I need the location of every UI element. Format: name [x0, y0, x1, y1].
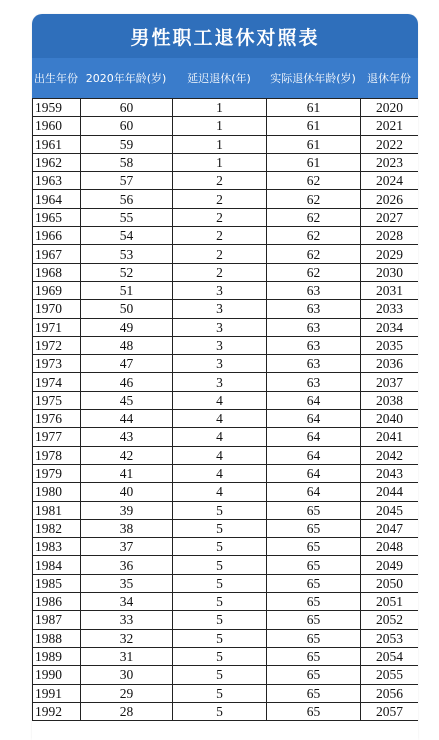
cell-retire-year: 2047	[361, 519, 419, 537]
cell-retire-year: 2024	[361, 172, 419, 190]
cell-actual-retire-age: 61	[267, 117, 361, 135]
cell-age-2020: 51	[81, 281, 173, 299]
cell-delay-years: 5	[173, 611, 267, 629]
cell-birth-year: 1962	[33, 153, 81, 171]
cell-birth-year: 1977	[33, 428, 81, 446]
cell-birth-year: 1960	[33, 117, 81, 135]
cell-delay-years: 4	[173, 446, 267, 464]
cell-delay-years: 3	[173, 373, 267, 391]
cell-delay-years: 1	[173, 153, 267, 171]
table-row	[33, 483, 419, 501]
cell-age-2020: 43	[81, 428, 173, 446]
table-row	[33, 666, 419, 684]
cell-birth-year: 1961	[33, 135, 81, 153]
cell-actual-retire-age: 65	[267, 519, 361, 537]
cell-birth-year: 1978	[33, 446, 81, 464]
cell-retire-year: 2051	[361, 593, 419, 611]
cell-age-2020: 32	[81, 629, 173, 647]
cell-birth-year: 1970	[33, 300, 81, 318]
cell-delay-years: 5	[173, 519, 267, 537]
cell-age-2020: 29	[81, 684, 173, 702]
cell-delay-years: 2	[173, 245, 267, 263]
cell-actual-retire-age: 62	[267, 227, 361, 245]
cell-delay-years: 5	[173, 501, 267, 519]
cell-birth-year: 1971	[33, 318, 81, 336]
cell-delay-years: 5	[173, 593, 267, 611]
cell-retire-year: 2037	[361, 373, 419, 391]
cell-birth-year: 1981	[33, 501, 81, 519]
cell-actual-retire-age: 62	[267, 208, 361, 226]
cell-actual-retire-age: 65	[267, 593, 361, 611]
cell-actual-retire-age: 65	[267, 684, 361, 702]
cell-delay-years: 5	[173, 574, 267, 592]
cell-retire-year: 2026	[361, 190, 419, 208]
table-row	[33, 135, 419, 153]
header-actual-retire-age: 实际退休年龄(岁)	[270, 72, 356, 85]
cell-actual-retire-age: 63	[267, 355, 361, 373]
cell-delay-years: 4	[173, 410, 267, 428]
table-header	[32, 58, 418, 98]
cell-age-2020: 44	[81, 410, 173, 428]
cell-delay-years: 3	[173, 355, 267, 373]
cell-age-2020: 59	[81, 135, 173, 153]
table-row	[33, 263, 419, 281]
table-row	[33, 227, 419, 245]
table-row	[33, 519, 419, 537]
cell-delay-years: 3	[173, 281, 267, 299]
table-row	[33, 153, 419, 171]
cell-birth-year: 1990	[33, 666, 81, 684]
cell-actual-retire-age: 65	[267, 556, 361, 574]
cell-birth-year: 1979	[33, 464, 81, 482]
table-row	[33, 428, 419, 446]
cell-delay-years: 5	[173, 684, 267, 702]
cell-age-2020: 47	[81, 355, 173, 373]
cell-actual-retire-age: 65	[267, 702, 361, 720]
cell-retire-year: 2044	[361, 483, 419, 501]
cell-age-2020: 49	[81, 318, 173, 336]
table-row	[33, 410, 419, 428]
cell-age-2020: 36	[81, 556, 173, 574]
cell-age-2020: 54	[81, 227, 173, 245]
cell-retire-year: 2021	[361, 117, 419, 135]
table-row	[33, 355, 419, 373]
table-row	[33, 208, 419, 226]
table-row	[33, 318, 419, 336]
cell-retire-year: 2052	[361, 611, 419, 629]
cell-actual-retire-age: 63	[267, 300, 361, 318]
cell-retire-year: 2045	[361, 501, 419, 519]
cell-retire-year: 2053	[361, 629, 419, 647]
cell-actual-retire-age: 64	[267, 391, 361, 409]
cell-actual-retire-age: 65	[267, 501, 361, 519]
cell-retire-year: 2049	[361, 556, 419, 574]
cell-retire-year: 2031	[361, 281, 419, 299]
cell-retire-year: 2056	[361, 684, 419, 702]
cell-actual-retire-age: 64	[267, 410, 361, 428]
table-row	[33, 574, 419, 592]
cell-actual-retire-age: 64	[267, 446, 361, 464]
cell-delay-years: 5	[173, 538, 267, 556]
cell-birth-year: 1987	[33, 611, 81, 629]
cell-actual-retire-age: 65	[267, 538, 361, 556]
cell-birth-year: 1966	[33, 227, 81, 245]
cell-age-2020: 57	[81, 172, 173, 190]
cell-actual-retire-age: 65	[267, 629, 361, 647]
cell-retire-year: 2028	[361, 227, 419, 245]
cell-birth-year: 1985	[33, 574, 81, 592]
cell-actual-retire-age: 63	[267, 318, 361, 336]
table-row	[33, 593, 419, 611]
cell-age-2020: 48	[81, 336, 173, 354]
table-row	[33, 629, 419, 647]
cell-age-2020: 56	[81, 190, 173, 208]
cell-actual-retire-age: 64	[267, 483, 361, 501]
table-row	[33, 336, 419, 354]
retirement-table	[32, 98, 418, 721]
cell-actual-retire-age: 65	[267, 647, 361, 665]
cell-retire-year: 2020	[361, 99, 419, 117]
table-row	[33, 538, 419, 556]
table-row	[33, 245, 419, 263]
cell-retire-year: 2042	[361, 446, 419, 464]
cell-retire-year: 2040	[361, 410, 419, 428]
cell-birth-year: 1959	[33, 99, 81, 117]
cell-actual-retire-age: 63	[267, 373, 361, 391]
cell-delay-years: 2	[173, 208, 267, 226]
table-row	[33, 373, 419, 391]
cell-actual-retire-age: 63	[267, 336, 361, 354]
cell-delay-years: 4	[173, 464, 267, 482]
cell-birth-year: 1974	[33, 373, 81, 391]
cell-retire-year: 2030	[361, 263, 419, 281]
header-age-2020: 2020年年龄(岁)	[85, 72, 167, 85]
cell-actual-retire-age: 61	[267, 135, 361, 153]
table-row	[33, 117, 419, 135]
cell-birth-year: 1968	[33, 263, 81, 281]
cell-age-2020: 31	[81, 647, 173, 665]
cell-retire-year: 2054	[361, 647, 419, 665]
cell-birth-year: 1988	[33, 629, 81, 647]
cell-birth-year: 1973	[33, 355, 81, 373]
cell-age-2020: 39	[81, 501, 173, 519]
cell-age-2020: 40	[81, 483, 173, 501]
cell-age-2020: 45	[81, 391, 173, 409]
table-row	[33, 446, 419, 464]
cell-birth-year: 1972	[33, 336, 81, 354]
cell-actual-retire-age: 62	[267, 190, 361, 208]
table-row	[33, 647, 419, 665]
table-title: 男性职工退休对照表	[32, 14, 418, 58]
cell-delay-years: 4	[173, 391, 267, 409]
cell-delay-years: 5	[173, 629, 267, 647]
cell-delay-years: 5	[173, 556, 267, 574]
cell-retire-year: 2033	[361, 300, 419, 318]
cell-age-2020: 60	[81, 117, 173, 135]
table-row	[33, 99, 419, 117]
cell-birth-year: 1975	[33, 391, 81, 409]
cell-delay-years: 5	[173, 702, 267, 720]
cell-birth-year: 1963	[33, 172, 81, 190]
cell-retire-year: 2041	[361, 428, 419, 446]
cell-birth-year: 1969	[33, 281, 81, 299]
cell-delay-years: 5	[173, 666, 267, 684]
cell-retire-year: 2038	[361, 391, 419, 409]
cell-retire-year: 2035	[361, 336, 419, 354]
cell-birth-year: 1984	[33, 556, 81, 574]
cell-retire-year: 2023	[361, 153, 419, 171]
header-birth-year: 出生年份	[34, 72, 78, 85]
cell-age-2020: 55	[81, 208, 173, 226]
cell-retire-year: 2027	[361, 208, 419, 226]
cell-retire-year: 2057	[361, 702, 419, 720]
table-row	[33, 464, 419, 482]
cell-birth-year: 1983	[33, 538, 81, 556]
cell-birth-year: 1964	[33, 190, 81, 208]
table-row	[33, 391, 419, 409]
cell-age-2020: 28	[81, 702, 173, 720]
cell-birth-year: 1967	[33, 245, 81, 263]
cell-retire-year: 2022	[361, 135, 419, 153]
cell-actual-retire-age: 64	[267, 464, 361, 482]
cell-age-2020: 60	[81, 99, 173, 117]
cell-retire-year: 2034	[361, 318, 419, 336]
table-row	[33, 702, 419, 720]
cell-delay-years: 2	[173, 172, 267, 190]
cell-actual-retire-age: 65	[267, 611, 361, 629]
cell-birth-year: 1992	[33, 702, 81, 720]
cell-retire-year: 2050	[361, 574, 419, 592]
cell-retire-year: 2055	[361, 666, 419, 684]
cell-retire-year: 2043	[361, 464, 419, 482]
cell-delay-years: 4	[173, 483, 267, 501]
cell-actual-retire-age: 61	[267, 99, 361, 117]
header-retire-year: 退休年份	[367, 72, 411, 85]
table-row	[33, 501, 419, 519]
header-delay-years: 延迟退休(年)	[187, 72, 251, 85]
cell-age-2020: 52	[81, 263, 173, 281]
cell-age-2020: 35	[81, 574, 173, 592]
table-row	[33, 172, 419, 190]
cell-delay-years: 1	[173, 99, 267, 117]
cell-actual-retire-age: 65	[267, 666, 361, 684]
cell-delay-years: 3	[173, 318, 267, 336]
cell-age-2020: 58	[81, 153, 173, 171]
cell-age-2020: 33	[81, 611, 173, 629]
cell-age-2020: 42	[81, 446, 173, 464]
cell-delay-years: 4	[173, 428, 267, 446]
cell-age-2020: 46	[81, 373, 173, 391]
retirement-table-card	[32, 14, 418, 740]
cell-age-2020: 34	[81, 593, 173, 611]
table-row	[33, 611, 419, 629]
cell-birth-year: 1989	[33, 647, 81, 665]
cell-birth-year: 1982	[33, 519, 81, 537]
table-body	[33, 99, 419, 721]
cell-birth-year: 1986	[33, 593, 81, 611]
cell-delay-years: 1	[173, 135, 267, 153]
cell-age-2020: 53	[81, 245, 173, 263]
cell-birth-year: 1976	[33, 410, 81, 428]
table-row	[33, 300, 419, 318]
cell-delay-years: 2	[173, 263, 267, 281]
table-row	[33, 556, 419, 574]
cell-age-2020: 37	[81, 538, 173, 556]
cell-delay-years: 5	[173, 647, 267, 665]
cell-birth-year: 1965	[33, 208, 81, 226]
cell-actual-retire-age: 62	[267, 245, 361, 263]
cell-delay-years: 2	[173, 190, 267, 208]
table-row	[33, 190, 419, 208]
cell-actual-retire-age: 62	[267, 172, 361, 190]
cell-retire-year: 2029	[361, 245, 419, 263]
cell-birth-year: 1991	[33, 684, 81, 702]
cell-retire-year: 2036	[361, 355, 419, 373]
table-row	[33, 281, 419, 299]
cell-birth-year: 1980	[33, 483, 81, 501]
cell-delay-years: 3	[173, 300, 267, 318]
cell-delay-years: 1	[173, 117, 267, 135]
cell-actual-retire-age: 65	[267, 574, 361, 592]
cell-age-2020: 30	[81, 666, 173, 684]
cell-retire-year: 2048	[361, 538, 419, 556]
cell-actual-retire-age: 63	[267, 281, 361, 299]
cell-age-2020: 50	[81, 300, 173, 318]
cell-age-2020: 38	[81, 519, 173, 537]
cell-age-2020: 41	[81, 464, 173, 482]
cell-delay-years: 3	[173, 336, 267, 354]
cell-actual-retire-age: 64	[267, 428, 361, 446]
cell-actual-retire-age: 61	[267, 153, 361, 171]
table-row	[33, 684, 419, 702]
cell-actual-retire-age: 62	[267, 263, 361, 281]
cell-delay-years: 2	[173, 227, 267, 245]
